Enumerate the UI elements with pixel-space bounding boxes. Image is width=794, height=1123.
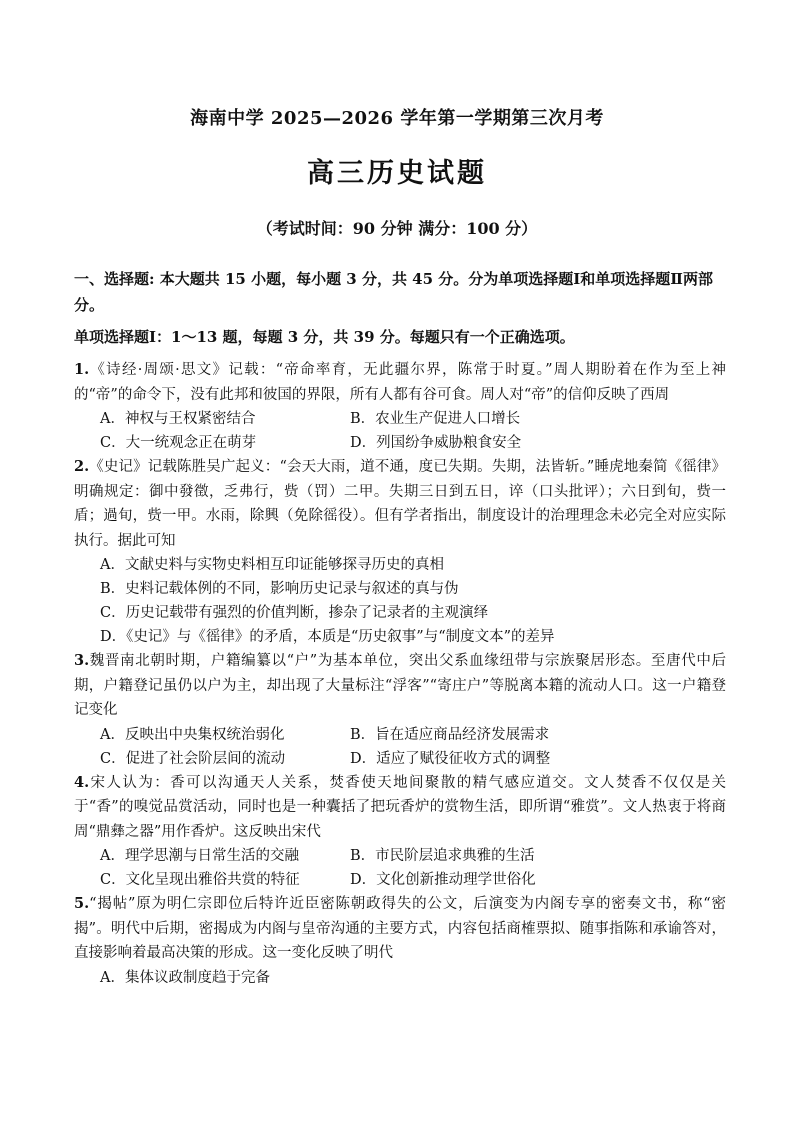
option-c: C．文化呈现出雅俗共赏的特征 <box>100 872 300 888</box>
option-a: A．反映出中央集权统治弱化 <box>100 726 285 743</box>
option-d: D．列国纷争威胁粮食安全 <box>350 435 522 451</box>
question-list <box>74 358 726 990</box>
option-c: C．促进了社会阶层间的流动 <box>100 750 286 767</box>
subsection-header: 单项选择题Ⅰ：1～13 题，每题 3 分，共 39 分。每题只有一个正确选项。 <box>74 328 575 346</box>
option-list <box>74 844 726 892</box>
option-list <box>74 407 726 455</box>
question-number: 3. <box>74 652 90 669</box>
question-4 <box>74 771 726 893</box>
question-stem <box>74 649 726 723</box>
question-number: 5. <box>74 895 90 912</box>
question-text: 宋人认为：香可以沟通天人关系，焚香使天地间聚散的精气感应道交。文人焚香不仅仅是关于“香”的嗅觉品赏活动，同时也是一种囊括了把玩香炉的赏物生活，即所谓“雅赏”。文人热衷于将商周“鼎彝之器”用作香炉。这反映出宋代 <box>74 774 726 840</box>
question-stem <box>74 455 726 553</box>
question-text: 《史记》记载陈胜吴广起义：“会天大雨，道不通，度已失期。失期，法皆斩。”睡虎地秦简《徭律》明确规定：御中發徵，乏弗行，赀（罚）二甲。失期三日到五日，谇（口头批评）；六日到旬，赀一盾；過旬，赀一甲。水雨，除興（免除徭役）。但有学者指出，制度设计的治理理念未必完全对应实际执行。据此可知 <box>74 459 726 549</box>
option-a: A．理学思潮与日常生活的交融 <box>100 848 299 864</box>
option-list <box>74 966 726 990</box>
option-b: B．农业生产促进人口增长 <box>350 411 521 427</box>
option-b: B．旨在适应商品经济发展需求 <box>350 726 550 743</box>
option-list <box>74 553 726 649</box>
section-header: 一、选择题: 本大题共 15 小题，每小题 3 分，共 45 分。分为单项选择题Ⅰ和单项选择题Ⅱ两部分。 <box>74 270 713 314</box>
question-3 <box>74 649 726 771</box>
question-text: “揭帖”原为明仁宗即位后特许近臣密陈朝政得失的公文，后演变为内阁专享的密奏文书，称“密揭”。明代中后期，密揭成为内阁与皇帝沟通的主要方式，内容包括商榷票拟、随事指陈和承谕答对，直接影响着最高决策的形成。这一变化反映了明代 <box>74 896 726 961</box>
option-a: A．神权与王权紧密结合 <box>100 411 256 427</box>
option-d: D．适应了赋役征收方式的调整 <box>350 750 551 767</box>
option-b: B．史料记载体例的不同，影响历史记录与叙述的真与伪 <box>100 581 459 597</box>
exam-info: （考试时间：90 分钟 满分：100 分） <box>256 219 538 238</box>
option-a: A．集体议政制度趋于完备 <box>100 969 270 986</box>
question-5 <box>74 892 726 990</box>
option-b: B．市民阶层追求典雅的生活 <box>350 848 535 864</box>
question-number: 2. <box>74 458 90 475</box>
exam-title: 海南中学 2025—2026 学年第一学期第三次月考 <box>190 108 604 129</box>
question-1 <box>74 358 726 455</box>
option-c: C．大一统观念正在萌芽 <box>100 435 257 451</box>
question-number: 4. <box>74 773 90 791</box>
question-stem <box>74 771 726 845</box>
question-stem <box>74 892 726 966</box>
option-c: C．历史记载带有强烈的价值判断，掺杂了记录者的主观演绎 <box>100 605 489 621</box>
option-a: A．文献史料与实物史料相互印证能够探寻历史的真相 <box>100 557 444 573</box>
question-text: 魏晋南北朝时期，户籍编纂以“户”为基本单位，突出父系血缘纽带与宗族聚居形态。至唐代中后期，户籍登记虽仍以户为主，却出现了大量标注“浮客”“寄庄户”等脱离本籍的流动人口。这一户籍登记变化 <box>74 653 726 718</box>
question-2 <box>74 455 726 649</box>
option-list <box>74 723 726 771</box>
subject-title: 高三历史试题 <box>307 158 487 189</box>
question-stem <box>74 358 726 407</box>
question-text: 《诗经·周颂·思文》记载：“帝命率育，无此疆尔界，陈常于时夏。”周人期盼着在作为至上神的“帝”的命令下，没有此邦和彼国的界限，所有人都有谷可食。周人对“帝”的信仰反映了西周 <box>74 362 726 403</box>
option-d: D．文化创新推动理学世俗化 <box>350 872 536 888</box>
question-number: 1. <box>74 361 90 378</box>
option-d: D．《史记》与《徭律》的矛盾，本质是“历史叙事”与“制度文本”的差异 <box>100 629 555 645</box>
